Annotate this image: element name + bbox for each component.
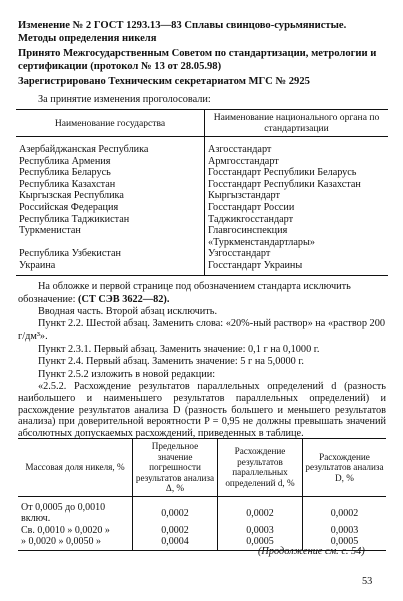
table-cell-delta: 0,0002 [133, 525, 218, 536]
table-cell-D: 0,0005 [303, 536, 387, 550]
table-cell-body: Таджикгосстандарт [208, 213, 294, 225]
col-header-body: Наименование национального органа по стандартизации [205, 110, 389, 137]
paragraph-item-2-4: Пункт 2.4. Первый абзац. Заменить значение: 5 г на 5,0000 г. [38, 356, 304, 367]
col-header-state: Наименование государства [16, 110, 205, 137]
table-cell-D: 0,0003 [303, 525, 387, 536]
paragraph-item-2-2: Пункт 2.2. Шестой абзац. Заменить слова: «20%-ный раствор» на «раствор 200 г/дм³». [18, 318, 386, 342]
table-cell-state: Республика Беларусь [16, 167, 205, 179]
table-cell-state: Азербайджанская Республика [16, 137, 205, 156]
adoption-statement: Принято Межгосударственным Советом по стандартизации, метрологии и сертификации (протокол № 13 от 28.05.98) [18, 48, 377, 72]
table-cell-d: 0,0002 [218, 496, 303, 524]
paragraph-item-2-3-1: Пункт 2.3.1. Первый абзац. Заменить значение: 0,1 г на 0,1000 г. [38, 344, 320, 355]
table-cell-delta: 0,0002 [133, 496, 218, 524]
table-cell-body: Главгосинспекция «Туркменстандартлары» [208, 225, 315, 248]
table-cell-body: Армгосстандарт [208, 155, 279, 167]
table-cell-body: Узгосстандарт [208, 248, 271, 260]
table-cell-state: Российская Федерация [16, 202, 205, 214]
table-cell-body: Госстандарт Украины [205, 260, 389, 275]
table-cell-d: 0,0005 [218, 536, 303, 550]
amendment-title: Изменение № 2 ГОСТ 1293.13—83 Сплавы свинцово-сурьмянистые. Методы определения никеля [18, 20, 347, 44]
page-number: 53 [362, 576, 373, 587]
table-cell-body: Госстандарт Республики Казахстан [208, 178, 361, 190]
table-cell-D: 0,0002 [303, 496, 387, 524]
table-cell-state: Республика Казахстан [16, 179, 205, 191]
tolerance-table [18, 438, 386, 551]
paragraph-cover [18, 281, 386, 306]
paragraph-cover-designation: (СТ СЭВ 3622—82). [78, 293, 170, 305]
paragraph-intro-part: Вводная часть. Второй абзац исключить. [38, 306, 218, 317]
table-cell-state: Туркменистан [16, 225, 205, 248]
table-cell-state: Кыргызская Республика [16, 190, 205, 202]
registration-statement: Зарегистрировано Техническим секретариатом МГС № 2925 [18, 76, 310, 87]
col-header-nickel: Массовая доля никеля, % [18, 439, 133, 497]
table-cell-range: От 0,0005 до 0,0010 включ. [21, 501, 106, 525]
paragraph-cover-text: На обложке и первой странице под обозначением стандарта исключить обозначение: [18, 281, 351, 305]
voting-intro: За принятие изменения проголосовали: [38, 94, 211, 105]
voting-table [16, 109, 388, 276]
paragraph-item-2-5-2: Пункт 2.5.2 изложить в новой редакции: [38, 369, 216, 380]
table-cell-body: Госстандарт Республики Беларусь [208, 167, 357, 179]
table-cell-body: Азгосстандарт [208, 144, 272, 155]
col-header-analysis: Расхождение результатов анализа D, % [303, 439, 387, 497]
table-cell-range: Св. 0,0010 » 0,0020 » [21, 524, 110, 536]
table-cell-body: Госстандарт России [208, 201, 295, 213]
col-header-error: Предельное значение погрешности результатов анализа Δ, % [133, 439, 218, 497]
table-cell-d: 0,0003 [218, 525, 303, 536]
table-cell-state: Республика Узбекистан [16, 248, 205, 260]
table-cell-delta: 0,0004 [133, 536, 218, 550]
table-cell-range: » 0,0020 » 0,0050 » [18, 536, 133, 550]
table-cell-state: Республика Таджикистан [16, 214, 205, 226]
table-cell-body: Кыргызстандарт [208, 190, 280, 202]
col-header-parallel: Расхождение результатов параллельных определений d, % [218, 439, 303, 497]
continuation-note: (Продолжение см. с. 54) [258, 546, 365, 557]
table-cell-state: Украина [16, 260, 205, 275]
table-cell-state: Республика Армения [16, 156, 205, 168]
paragraph-item-2-5-2-text: «2.5.2. Расхождение результатов параллельных определений d (разность наибольшего и наименьшего результатов параллельных определений) и расхождение результатов анализа D (разность большего и меньшего результатов анализа) при доверительной вероятности P = 0,95 не должны превышать значений абсолютных допускаемых расхождений, приведенных в таблице. [18, 381, 386, 440]
